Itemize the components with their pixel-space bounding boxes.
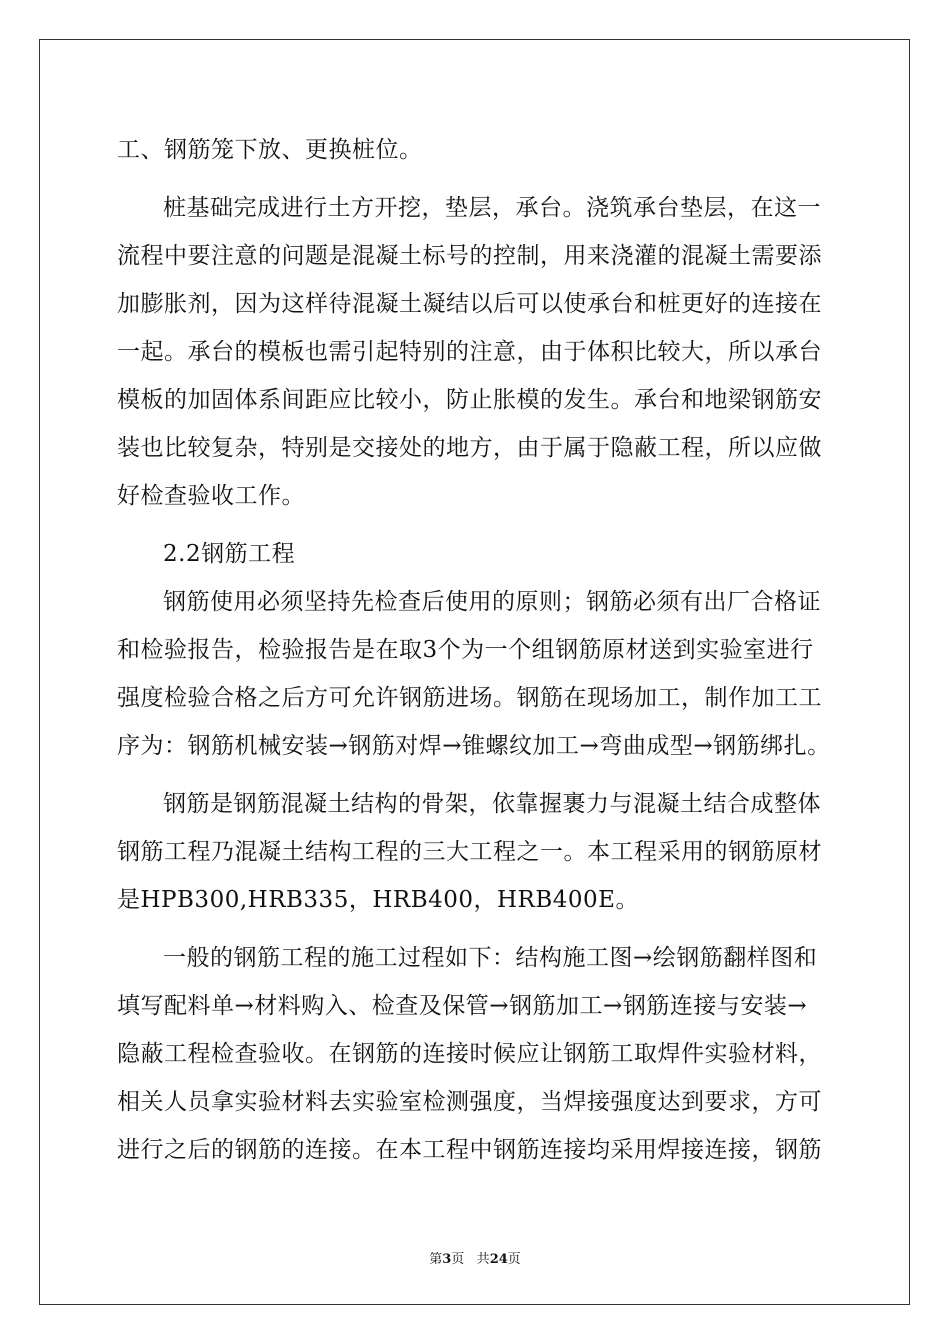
text-line: 一起。承台的模板也需引起特别的注意，由于体积比较大，所以承台 [117, 339, 822, 365]
document-body [117, 126, 837, 1174]
text-line: 和检验报告，检验报告是在取3个为一个组钢筋原材送到实验室进行 [117, 637, 814, 663]
paragraph-gap [117, 174, 837, 184]
text-line: 序为：钢筋机械安装→钢筋对焊→锥螺纹加工→弯曲成型→钢筋绑扎。 [117, 733, 831, 759]
text-line: 钢筋是钢筋混凝土结构的骨架，依靠握裹力与混凝土结合成整体 [163, 791, 821, 817]
text-line: 填写配料单→材料购入、检查及保管→钢筋加工→钢筋连接与安装→ [117, 993, 808, 1019]
text-line: 隐蔽工程检查验收。在钢筋的连接时候应让钢筋工取焊件实验材料， [117, 1041, 822, 1067]
footer-total-pages: 24 [489, 1252, 508, 1267]
text-line: 工、钢筋笼下放、更换桩位。 [117, 137, 423, 163]
text-line: 进行之后的钢筋的连接。在本工程中钢筋连接均采用焊接连接，钢筋 [117, 1137, 822, 1163]
text-line: 一般的钢筋工程的施工过程如下：结构施工图→绘钢筋翻样图和 [163, 945, 818, 971]
text-line: 模板的加固体系间距应比较小，防止胀模的发生。承台和地梁钢筋安 [117, 387, 822, 413]
footer-page-prefix: 第 [429, 1252, 443, 1267]
paragraph-gap [117, 924, 837, 934]
footer-page-number: 3 [442, 1252, 452, 1267]
text-line: 流程中要注意的问题是混凝土标号的控制，用来浇灌的混凝土需要添 [117, 243, 822, 269]
section-heading: 2.2钢筋工程 [163, 541, 296, 567]
text-line: 钢筋使用必须坚持先检查后使用的原则；钢筋必须有出厂合格证 [163, 589, 821, 615]
footer-total-suffix: 页 [507, 1252, 521, 1267]
text-line: 强度检验合格之后方可允许钢筋进场。钢筋在现场加工，制作加工工 [117, 685, 822, 711]
text-line: 装也比较复杂，特别是交接处的地方，由于属于隐蔽工程，所以应做 [117, 435, 822, 461]
text-line: 好检查验收工作。 [117, 483, 305, 509]
footer-page-suffix: 页 [451, 1252, 465, 1267]
text-line: 相关人员拿实验材料去实验室检测强度，当焊接强度达到要求，方可 [117, 1089, 822, 1115]
footer-total-prefix: 共 [476, 1252, 490, 1267]
text-line: 钢筋工程乃混凝土结构工程的三大工程之一。本工程采用的钢筋原材 [117, 839, 822, 865]
text-line: 加膨胀剂，因为这样待混凝土凝结以后可以使承台和桩更好的连接在 [117, 291, 822, 317]
paragraph-gap [117, 520, 837, 530]
paragraph-gap [117, 770, 837, 780]
text-line: 是HPB300,HRB335，HRB400，HRB400E。 [117, 887, 639, 913]
page-footer [0, 1248, 950, 1267]
text-line: 桩基础完成进行土方开挖，垫层，承台。浇筑承台垫层，在这一 [163, 195, 821, 221]
